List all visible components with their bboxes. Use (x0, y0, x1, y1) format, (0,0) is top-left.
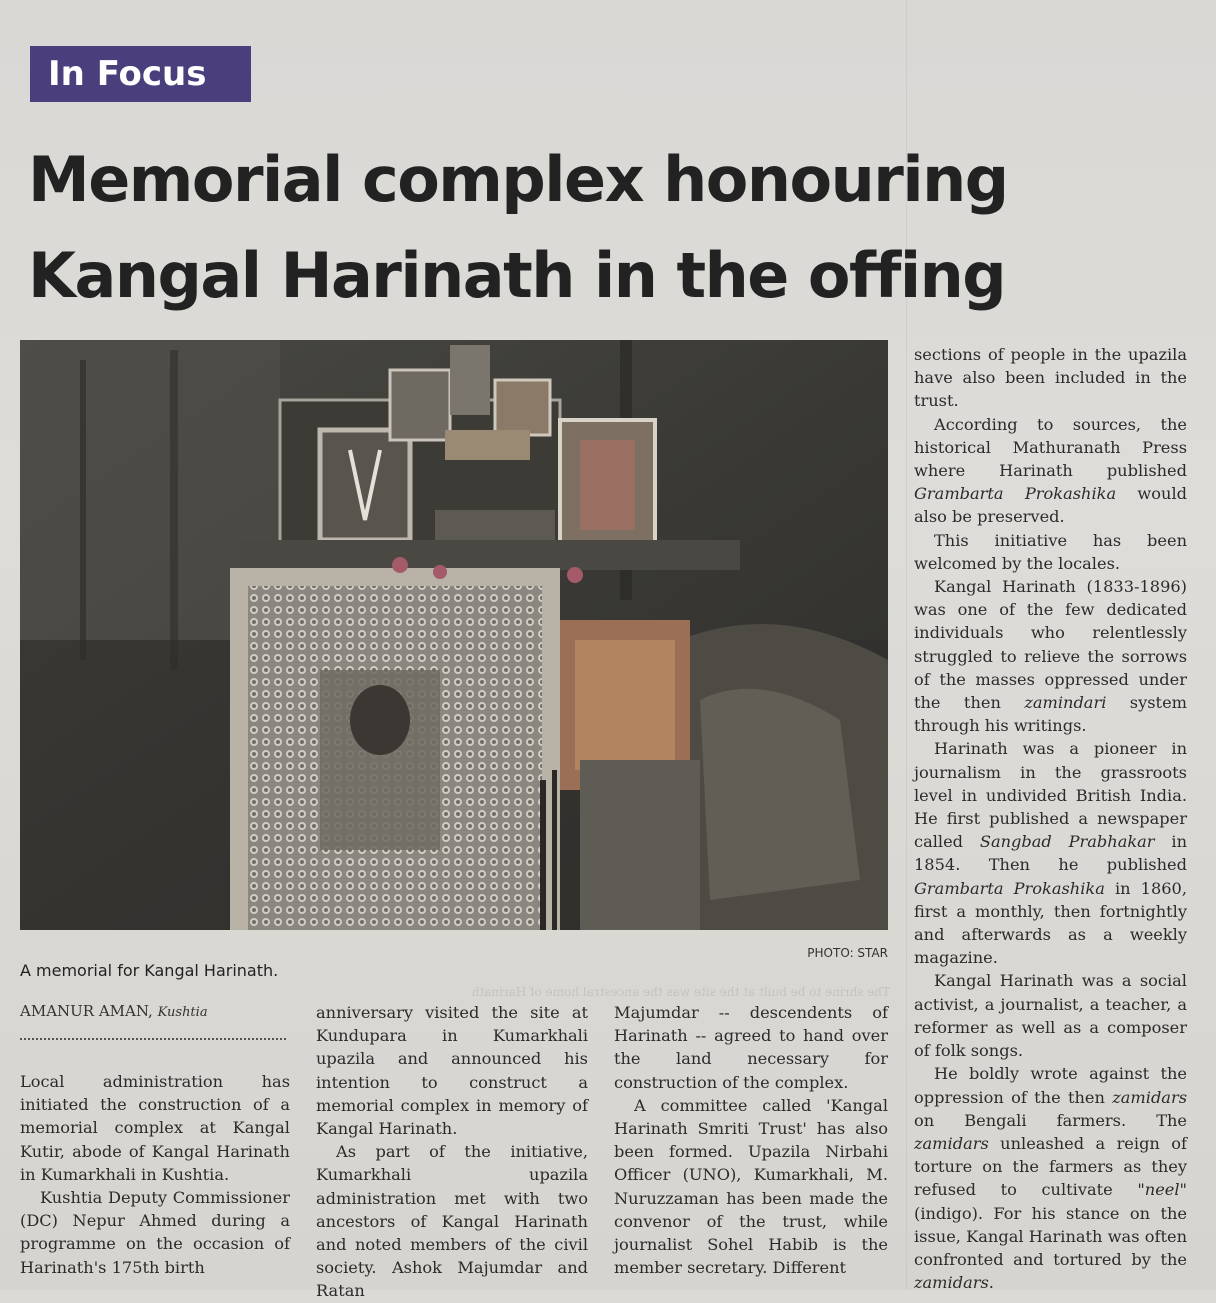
byline-location: Kushtia (157, 1005, 208, 1020)
text: . (988, 1273, 994, 1293)
text: system through his writings. (914, 693, 1187, 736)
text: unleashed a reign of torture on the farmers as they refused to cultivate " (914, 1133, 1187, 1200)
paragraph: Kushtia Deputy Commissioner (DC) Nepur Ahmed during a programme on the occasion of Harinath's 175th birth (20, 1188, 290, 1277)
term: neel (1144, 1180, 1180, 1200)
headline-line-1: Memorial complex honouring (28, 143, 1008, 216)
publication-name: Grambarta Prokashika (914, 878, 1105, 898)
article-column-2 (316, 1001, 588, 1303)
text: Kangal Harinath (1833-1896) was one of the few dedicated individuals who relentlessly struggled to relieve the sorrows of the masses oppressed under the then (914, 577, 1187, 713)
paragraph: A committee called 'Kangal Harinath Smriti Trust' has also been formed. Upazila Nirbahi Officer (UNO), Kumarkhali, M. Nuruzzaman has been made the convenor of the trust, while journalist Sohel Habib is the member secretary. Different (614, 1095, 888, 1278)
byline (20, 1002, 290, 1020)
paragraph: anniversary visited the site at Kundupara in Kumarkhali upazila and announced his intention to construct a memorial complex in memory of Kangal Harinath. (316, 1003, 588, 1139)
headline-line-2: Kangal Harinath in the offing (28, 239, 1006, 312)
paragraph (914, 737, 1187, 969)
term: zamindari (1024, 693, 1107, 713)
term: zamidars (1112, 1087, 1187, 1107)
text: in 1854. Then he published (914, 832, 1187, 875)
byline-divider (20, 1038, 286, 1040)
paragraph: Kangal Harinath was a social activist, a journalist, a teacher, a reformer as well as a composer of folk songs. (914, 971, 1187, 1061)
paragraph: Local administration has initiated the construction of a memorial complex at Kangal Kutir, abode of Kangal Harinath in Kumarkhali in Kushtia. (20, 1072, 290, 1184)
text: " (indigo). For his stance on the issue, Kangal Harinath was often confronted and tortured by the (914, 1180, 1187, 1269)
paragraph: This initiative has been welcomed by the locales. (914, 530, 1187, 573)
text: on Bengali farmers. The (914, 1110, 1187, 1130)
memorial-photo (20, 340, 888, 930)
paragraph (914, 413, 1187, 529)
text: According to sources, the historical Mathuranath Press where Harinath published (914, 414, 1187, 481)
article-column-3 (614, 1001, 888, 1279)
publication-name: Grambarta Prokashika (914, 484, 1117, 504)
term: zamidars (914, 1133, 989, 1153)
paragraph (914, 1062, 1187, 1294)
term: zamidars (914, 1273, 989, 1293)
text: would also be preserved. (914, 484, 1187, 527)
text: Harinath was a pioneer in journalism in the grassroots level in undivided British India. He first published a newspaper called (914, 739, 1187, 852)
paragraph: sections of people in the upazila have also been included in the trust. (914, 345, 1187, 411)
article-column-4 (914, 343, 1187, 1294)
section-tag: In Focus (30, 46, 251, 102)
paragraph: Majumdar -- descendents of Harinath -- agreed to hand over the land necessary for construction of the complex. (614, 1003, 888, 1092)
paragraph: As part of the initiative, Kumarkhali upazila administration met with two ancestors of Kangal Harinath and noted members of the civil society. Ashok Majumdar and Ratan (316, 1142, 588, 1301)
memorial-photo-image (20, 340, 888, 930)
photo-credit: PHOTO: STAR (807, 946, 888, 960)
byline-author: AMANUR AMAN, (20, 1002, 153, 1020)
headline (28, 132, 1008, 324)
text: He boldly wrote against the oppression of the then (914, 1064, 1187, 1107)
show-through-text: The shrine to be built at the site was the ancestral home of Harinath (471, 985, 890, 999)
article-column-1 (20, 1070, 290, 1279)
publication-name: Sangbad Prabhakar (979, 832, 1155, 852)
photo-caption: A memorial for Kangal Harinath. (20, 961, 279, 980)
text: in 1860, first a monthly, then fortnightly and afterwards as a weekly magazine. (914, 878, 1187, 968)
paragraph (914, 575, 1187, 737)
